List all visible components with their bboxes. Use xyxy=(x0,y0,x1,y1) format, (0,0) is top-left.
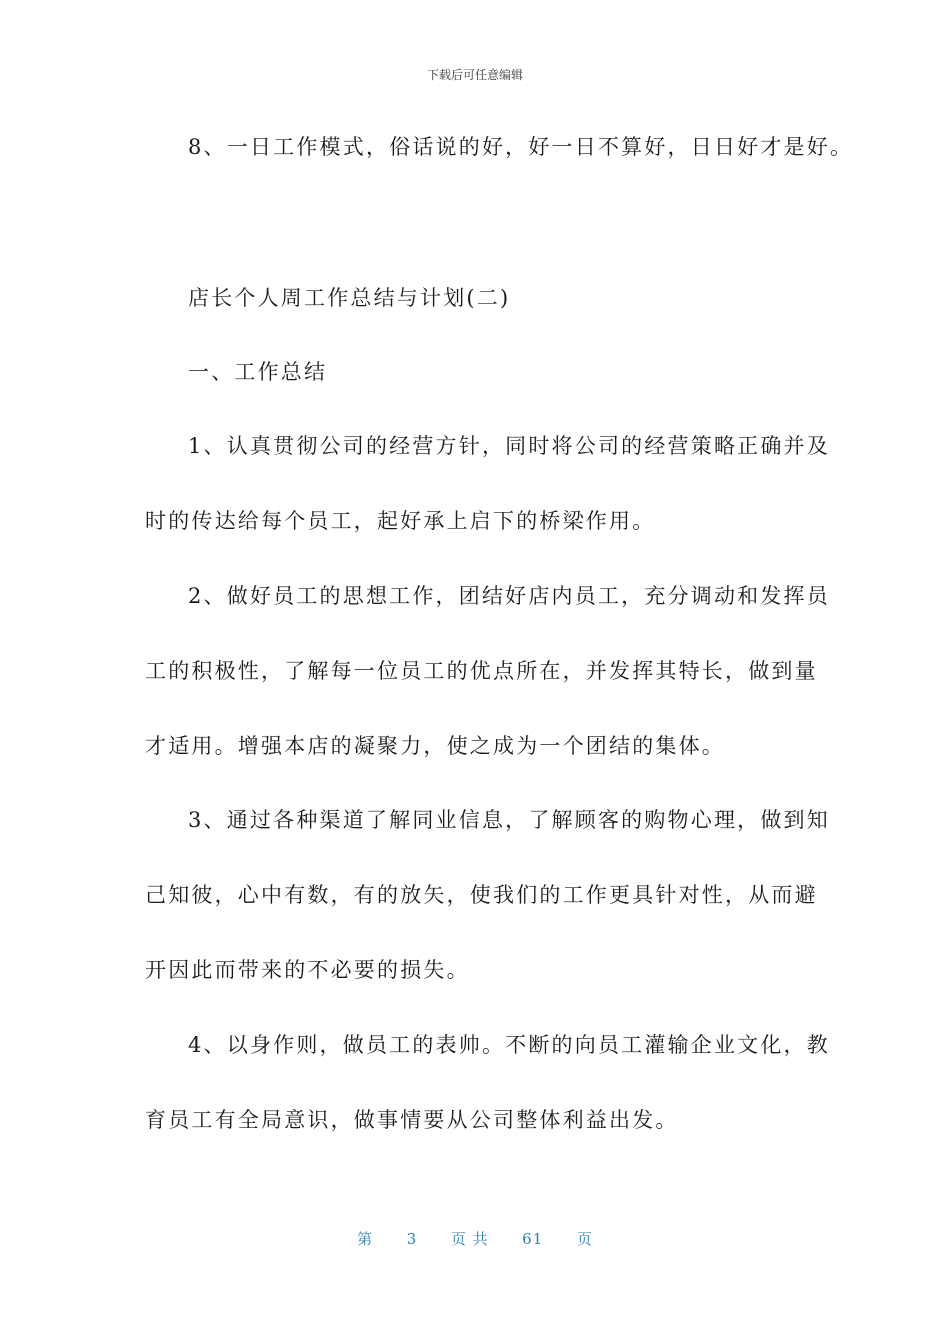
paragraph-line: 时的传达给每个员工，起好承上启下的桥梁作用。 xyxy=(145,509,656,533)
paragraph-line: 1、认真贯彻公司的经营方针，同时将公司的经营策略正确并及 xyxy=(188,434,830,458)
paragraph-line: 2、做好员工的思想工作，团结好店内员工，充分调动和发挥员 xyxy=(188,584,830,608)
paragraph-line: 4、以身作则，做员工的表帅。不断的向员工灌输企业文化，教 xyxy=(188,1033,830,1057)
section-heading: 一、工作总结 xyxy=(188,360,328,384)
paragraph-line: 己知彼，心中有数，有的放矢，使我们的工作更具针对性，从而避 xyxy=(145,883,818,907)
page-footer xyxy=(0,1228,950,1249)
footer-page-number: 3 xyxy=(406,1230,418,1248)
paragraph-line: 育员工有全局意识，做事情要从公司整体利益出发。 xyxy=(145,1108,679,1132)
footer-suffix: 页 xyxy=(576,1230,593,1248)
paragraph-line: 工的积极性，了解每一位员工的优点所在，并发挥其特长，做到量 xyxy=(145,659,818,683)
paragraph-line: 8、一日工作模式，俗话说的好，好一日不算好，日日好才是好。 xyxy=(188,135,854,159)
paragraph-line: 才适用。增强本店的凝聚力，使之成为一个团结的集体。 xyxy=(145,734,725,758)
footer-middle: 页 共 xyxy=(450,1230,489,1248)
footer-total-pages: 61 xyxy=(522,1230,544,1248)
paragraph-line: 开因此而带来的不必要的损失。 xyxy=(145,958,470,982)
page-header-note: 下载后可任意编辑 xyxy=(426,68,523,82)
section-title: 店长个人周工作总结与计划(二) xyxy=(188,286,511,310)
paragraph-line: 3、通过各种渠道了解同业信息，了解顾客的购物心理，做到知 xyxy=(188,808,830,832)
footer-prefix: 第 xyxy=(357,1230,374,1248)
